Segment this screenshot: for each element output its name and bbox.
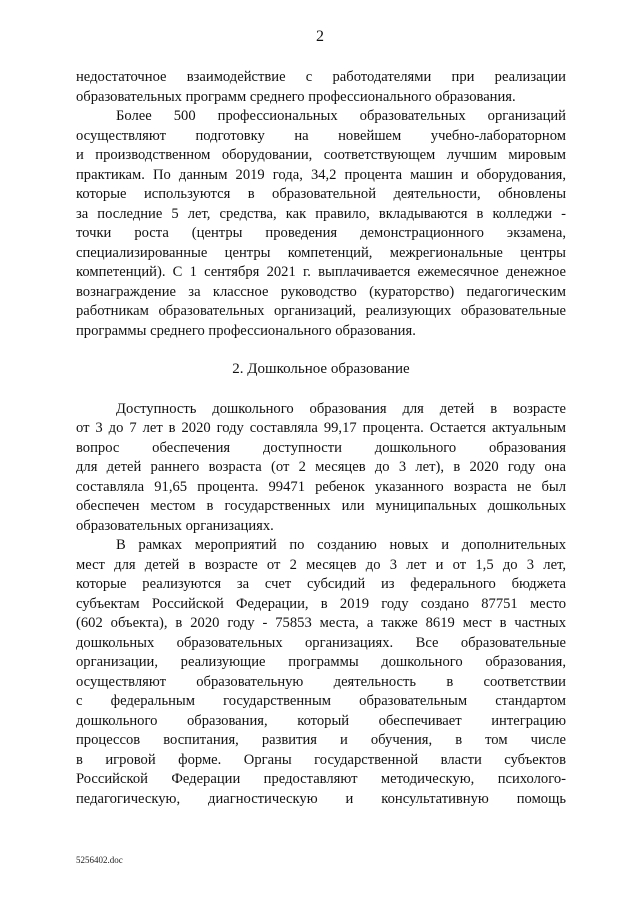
text-line: практикам. По данным 2019 года, 34,2 процента машин и оборудования, <box>76 166 566 183</box>
text-line: программы среднего профессионального образования. <box>76 322 416 339</box>
text-line: которые используются в образовательной деятельности, обновлены <box>76 186 566 202</box>
text-line: для детей раннего возраста (от 2 месяцев до 3 лет), в 2020 году она <box>76 459 566 475</box>
text-line: Более 500 профессиональных образовательных организаций <box>116 108 566 124</box>
text-line: в игровой форме. Органы государственной власти субъектов <box>76 751 566 768</box>
text-line: субъектам Российской Федерации, в 2019 году создано 87751 место <box>76 595 566 612</box>
paragraph-3 <box>76 400 566 537</box>
text-line: осуществляют подготовку на новейшем учебно-лабораторном <box>76 127 566 144</box>
text-line: за последние 5 лет, средства, как правило, вкладываются в колледжи - <box>76 205 566 222</box>
text-line: точки роста (центры проведения демонстрационного экзамена, <box>76 225 566 241</box>
section-heading: 2. Дошкольное образование <box>232 361 410 377</box>
text-line: В рамках мероприятий по созданию новых и дополнительных <box>116 537 566 553</box>
paragraph-1 <box>76 68 566 107</box>
page-number: 2 <box>316 28 324 45</box>
text-line: Доступность дошкольного образования для детей в возрасте <box>116 400 566 417</box>
paragraph-2 <box>76 107 566 341</box>
text-line: с федеральным государственным образовательным стандартом <box>76 693 566 709</box>
text-line: дошкольного образования, который обеспечивает интеграцию <box>76 712 566 729</box>
document-body <box>76 68 566 809</box>
text-line: составляла 91,65 процента. 99471 ребенок указанного возраста не был <box>76 478 566 495</box>
paragraph-4 <box>76 536 566 809</box>
text-line: и производственном оборудовании, соответствующем лучшим мировым <box>76 147 566 163</box>
text-line: дошкольных образовательных организациях. Все образовательные <box>76 634 566 651</box>
text-line: от 3 до 7 лет в 2020 году составляла 99,17 процента. Остается актуальным <box>76 420 566 436</box>
text-line: осуществляют образовательную деятельность в соответствии <box>76 673 566 690</box>
text-line: вопрос обеспечения доступности дошкольного образования <box>76 439 566 456</box>
text-line: которые реализуются за счет субсидий из федерального бюджета <box>76 576 566 592</box>
text-line: образовательных программ среднего профессионального образования. <box>76 88 516 105</box>
text-line: процессов воспитания, развития и обучения, в том числе <box>76 732 566 748</box>
text-line: педагогическую, диагностическую и консультативную помощь <box>76 790 566 807</box>
text-line: вознаграждение за классное руководство (кураторство) педагогическим <box>76 283 566 300</box>
text-line: работникам образовательных организаций, реализующих образовательные <box>76 303 566 319</box>
text-line: обеспечен местом в государственных или муниципальных дошкольных <box>76 498 566 514</box>
text-line: специализированные центры компетенций, межрегиональные центры <box>76 244 566 261</box>
text-line: организации, реализующие программы дошкольного образования, <box>76 654 566 670</box>
file-name-footer: 5256402.doc <box>76 855 123 865</box>
text-line: образовательных организациях. <box>76 517 274 534</box>
text-line: (602 объекта), в 2020 году - 75853 места, а также 8619 мест в частных <box>76 615 566 631</box>
text-line: недостаточное взаимодействие с работодателями при реализации <box>76 69 566 85</box>
text-line: мест для детей в возрасте от 2 месяцев до 3 лет и от 1,5 до 3 лет, <box>76 556 566 573</box>
text-line: компетенций). С 1 сентября 2021 г. выплачивается ежемесячное денежное <box>76 264 566 280</box>
text-line: Российской Федерации предоставляют методическую, психолого- <box>76 771 566 787</box>
